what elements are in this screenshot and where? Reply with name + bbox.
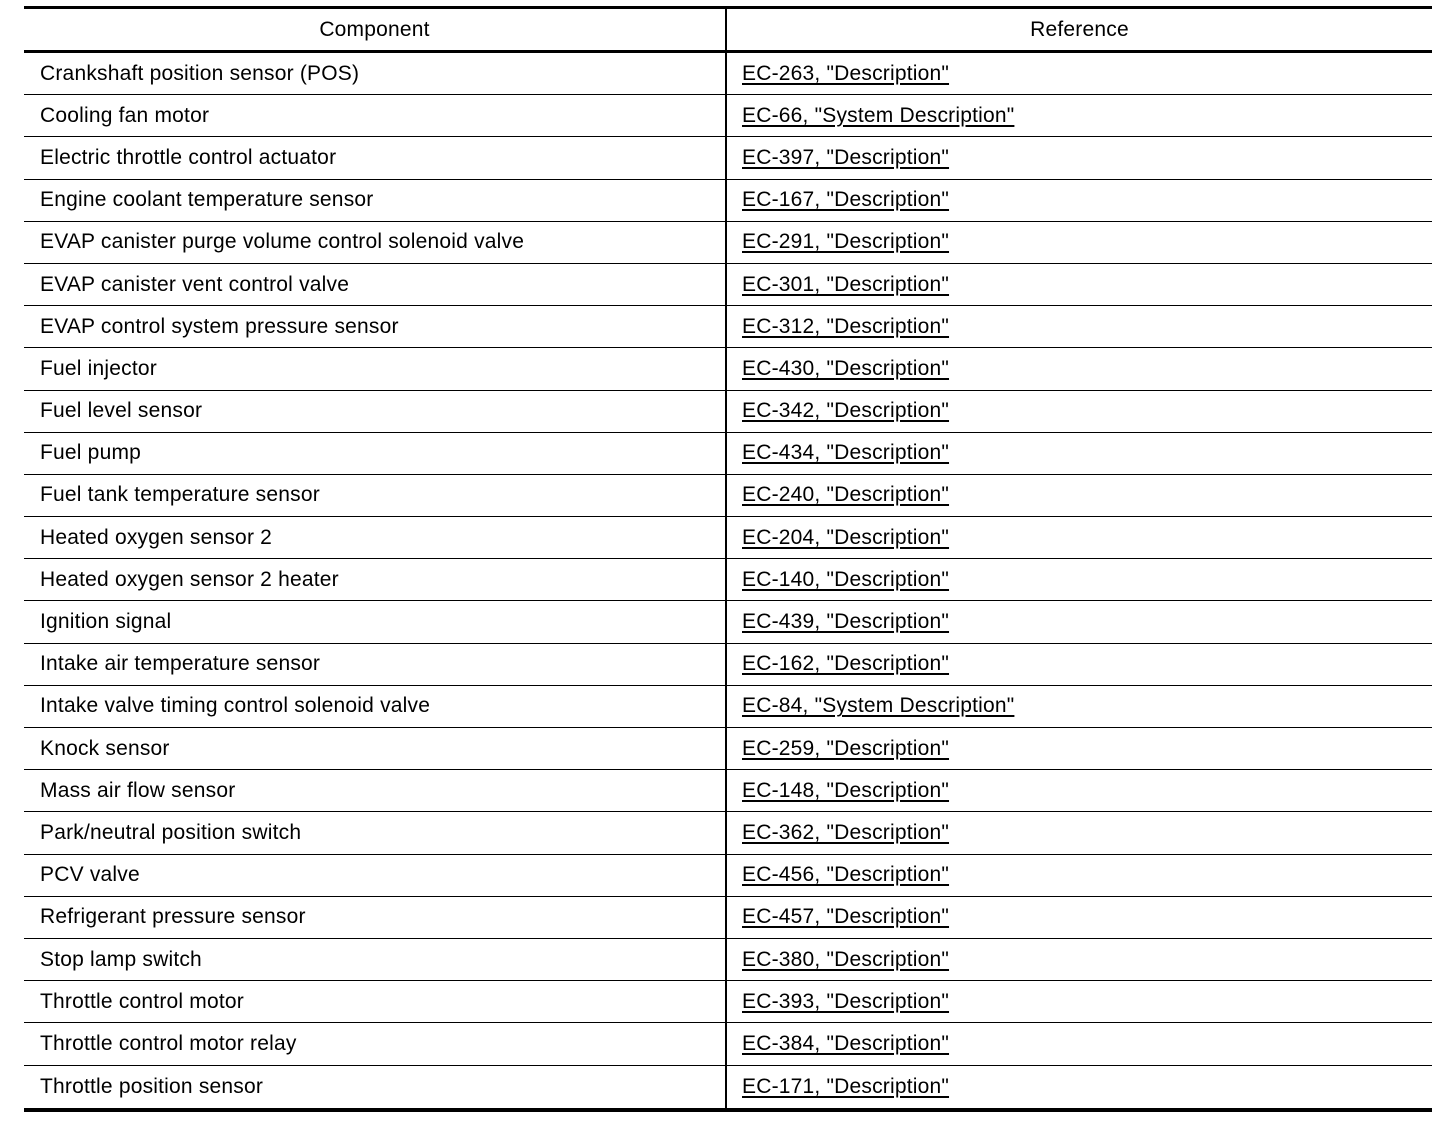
component-cell: EVAP control system pressure sensor	[24, 306, 727, 347]
reference-link[interactable]: EC-162, "Description"	[742, 652, 950, 676]
reference-link[interactable]: EC-362, "Description"	[742, 820, 950, 844]
table-row	[24, 222, 1432, 264]
table-header-row	[24, 9, 1432, 53]
table-row	[24, 897, 1432, 939]
reference-cell	[727, 517, 1432, 558]
table-row	[24, 686, 1432, 728]
reference-link[interactable]: EC-148, "Description"	[742, 778, 950, 802]
component-cell: Ignition signal	[24, 601, 727, 642]
reference-link[interactable]: EC-66, "System Description"	[742, 103, 1015, 127]
table-body	[24, 53, 1432, 1108]
reference-cell	[727, 433, 1432, 474]
reference-link[interactable]: EC-167, "Description"	[742, 188, 950, 212]
component-cell: Crankshaft position sensor (POS)	[24, 53, 727, 94]
component-cell: Stop lamp switch	[24, 939, 727, 980]
component-cell: Throttle control motor	[24, 981, 727, 1022]
table-row	[24, 306, 1432, 348]
component-cell: Cooling fan motor	[24, 95, 727, 136]
reference-link[interactable]: EC-434, "Description"	[742, 441, 950, 465]
reference-cell	[727, 1023, 1432, 1064]
reference-cell	[727, 939, 1432, 980]
component-cell: Heated oxygen sensor 2	[24, 517, 727, 558]
reference-cell	[727, 180, 1432, 221]
reference-cell	[727, 855, 1432, 896]
reference-cell	[727, 981, 1432, 1022]
table-row	[24, 728, 1432, 770]
reference-link[interactable]: EC-240, "Description"	[742, 483, 950, 507]
table-row	[24, 137, 1432, 179]
component-cell: EVAP canister vent control valve	[24, 264, 727, 305]
reference-cell	[727, 559, 1432, 600]
table-row	[24, 180, 1432, 222]
table-row	[24, 644, 1432, 686]
reference-link[interactable]: EC-204, "Description"	[742, 525, 950, 549]
reference-cell	[727, 1066, 1432, 1108]
reference-link[interactable]: EC-380, "Description"	[742, 947, 950, 971]
reference-cell	[727, 306, 1432, 347]
table-row	[24, 812, 1432, 854]
component-cell: Mass air flow sensor	[24, 770, 727, 811]
reference-link[interactable]: EC-301, "Description"	[742, 272, 950, 296]
component-cell: EVAP canister purge volume control solenoid valve	[24, 222, 727, 263]
component-cell: Knock sensor	[24, 728, 727, 769]
reference-cell	[727, 897, 1432, 938]
table-row	[24, 1023, 1432, 1065]
reference-link[interactable]: EC-384, "Description"	[742, 1031, 950, 1055]
component-cell: Park/neutral position switch	[24, 812, 727, 853]
component-cell: Throttle position sensor	[24, 1066, 727, 1108]
component-cell: Electric throttle control actuator	[24, 137, 727, 178]
table-row	[24, 433, 1432, 475]
reference-cell	[727, 601, 1432, 642]
table-row	[24, 559, 1432, 601]
reference-cell	[727, 222, 1432, 263]
reference-cell	[727, 812, 1432, 853]
table-row	[24, 517, 1432, 559]
table-row	[24, 348, 1432, 390]
reference-link[interactable]: EC-140, "Description"	[742, 567, 950, 591]
reference-link[interactable]: EC-439, "Description"	[742, 610, 950, 634]
component-cell: Refrigerant pressure sensor	[24, 897, 727, 938]
reference-link[interactable]: EC-263, "Description"	[742, 61, 950, 85]
reference-link[interactable]: EC-259, "Description"	[742, 736, 950, 760]
component-cell: Engine coolant temperature sensor	[24, 180, 727, 221]
reference-link[interactable]: EC-84, "System Description"	[742, 694, 1015, 718]
component-cell: Intake air temperature sensor	[24, 644, 727, 685]
reference-cell	[727, 728, 1432, 769]
reference-link[interactable]: EC-171, "Description"	[742, 1074, 950, 1098]
reference-link[interactable]: EC-430, "Description"	[742, 356, 950, 380]
table-row	[24, 1066, 1432, 1108]
table-row	[24, 981, 1432, 1023]
reference-cell	[727, 475, 1432, 516]
table-row	[24, 770, 1432, 812]
component-cell: Intake valve timing control solenoid valve	[24, 686, 727, 727]
reference-cell	[727, 644, 1432, 685]
table-row	[24, 475, 1432, 517]
table-row	[24, 391, 1432, 433]
reference-cell	[727, 686, 1432, 727]
reference-cell	[727, 770, 1432, 811]
component-column-header: Component	[24, 9, 727, 50]
component-cell: Throttle control motor relay	[24, 1023, 727, 1064]
reference-link[interactable]: EC-291, "Description"	[742, 230, 950, 254]
reference-cell	[727, 95, 1432, 136]
table-row	[24, 855, 1432, 897]
table-row	[24, 601, 1432, 643]
reference-link[interactable]: EC-457, "Description"	[742, 905, 950, 929]
component-cell: Fuel pump	[24, 433, 727, 474]
reference-cell	[727, 391, 1432, 432]
table-row	[24, 53, 1432, 95]
component-cell: Heated oxygen sensor 2 heater	[24, 559, 727, 600]
component-reference-table	[24, 6, 1432, 1112]
reference-link[interactable]: EC-312, "Description"	[742, 314, 950, 338]
reference-cell	[727, 137, 1432, 178]
component-cell: PCV valve	[24, 855, 727, 896]
reference-link[interactable]: EC-342, "Description"	[742, 399, 950, 423]
reference-link[interactable]: EC-456, "Description"	[742, 863, 950, 887]
reference-link[interactable]: EC-393, "Description"	[742, 989, 950, 1013]
reference-cell	[727, 264, 1432, 305]
table-row	[24, 95, 1432, 137]
component-cell: Fuel injector	[24, 348, 727, 389]
table-row	[24, 264, 1432, 306]
table-row	[24, 939, 1432, 981]
reference-link[interactable]: EC-397, "Description"	[742, 145, 950, 169]
component-cell: Fuel level sensor	[24, 391, 727, 432]
reference-cell	[727, 53, 1432, 94]
reference-cell	[727, 348, 1432, 389]
reference-column-header: Reference	[1030, 17, 1129, 41]
component-cell: Fuel tank temperature sensor	[24, 475, 727, 516]
